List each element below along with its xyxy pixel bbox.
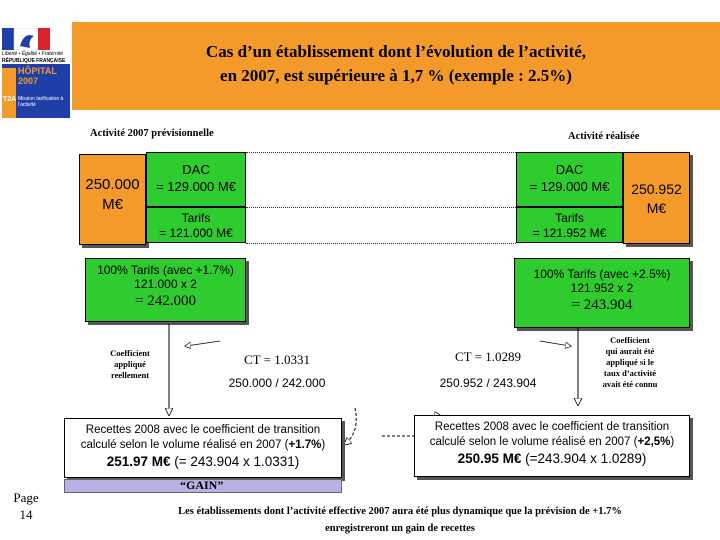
brand-program bbox=[18, 66, 57, 86]
left-ct-value: CT = 1.0331 bbox=[244, 352, 310, 367]
right-recettes-formula: (=243.904 x 1.0289) bbox=[521, 451, 647, 466]
right-tarifs-label: Tarifs bbox=[555, 211, 584, 225]
left-recettes-paren: ) bbox=[321, 439, 326, 451]
brand-republic: RÉPUBLIQUE FRANÇAISE bbox=[2, 58, 66, 64]
page-label: Page bbox=[13, 490, 39, 505]
brand-column bbox=[0, 0, 72, 540]
right-note-line: taux d’activité bbox=[603, 368, 657, 378]
right-recettes-box bbox=[414, 415, 690, 477]
right-tarifs-box bbox=[516, 207, 623, 243]
right-recettes-rate: +2,5% bbox=[637, 436, 671, 448]
left-total-box bbox=[79, 154, 146, 245]
page-title bbox=[72, 40, 720, 88]
right-ct-value: CT = 1.0289 bbox=[455, 349, 521, 364]
left-recettes-amount: 251.97 M€ bbox=[106, 454, 171, 469]
dotted-line-top bbox=[246, 152, 516, 153]
brand-side-text: Mission tarification à l’activité bbox=[18, 96, 64, 108]
left-calc-line-2: 121.000 x 2 bbox=[134, 277, 197, 291]
brand-motto: Liberté • Égalité • Fraternité bbox=[2, 51, 64, 57]
right-section-label: Activité réalisée bbox=[568, 131, 640, 142]
right-note-line: qui aurait été bbox=[605, 346, 655, 356]
left-dac-value: = 129.000 M€ bbox=[156, 179, 236, 194]
left-ct-pointer bbox=[186, 341, 220, 346]
page-number bbox=[4, 489, 48, 523]
right-recettes-amount: 250.95 M€ bbox=[457, 451, 522, 466]
right-calc-result: = 243.904 bbox=[571, 297, 633, 313]
right-recettes-paren: ) bbox=[670, 436, 675, 448]
dotted-line-middle bbox=[246, 207, 516, 208]
left-tarifs-box bbox=[146, 207, 246, 243]
left-recettes-formula: (= 243.904 x 1.0331) bbox=[170, 454, 300, 469]
right-recettes-line-3 bbox=[415, 450, 689, 468]
conclusion-text bbox=[100, 503, 700, 537]
brand-program-line: HÔPITAL bbox=[18, 66, 57, 76]
right-recettes-text: calculé selon le volume réalisé en 2007 ( bbox=[429, 436, 638, 448]
left-calc-box bbox=[85, 258, 246, 322]
right-tarifs-value: = 121.952 M€ bbox=[532, 226, 607, 240]
left-recettes-text: calculé selon le volume réalisé en 2007 ( bbox=[80, 439, 289, 451]
left-note-line: appliqué bbox=[114, 359, 146, 369]
left-recettes-box bbox=[64, 418, 342, 478]
left-recettes-line-2 bbox=[65, 438, 341, 453]
curved-arrow-left bbox=[345, 408, 356, 444]
right-note-line: avait été connu bbox=[602, 379, 658, 389]
right-dac-label: DAC bbox=[555, 162, 584, 177]
conclusion-line-2: enregistreront un gain de recettes bbox=[325, 523, 475, 534]
left-ct-formula: 250.000 / 242.000 bbox=[228, 376, 326, 390]
right-calc-line-1: 100% Tarifs (avec +2.5%) bbox=[533, 267, 671, 281]
right-calc-line-2: 121.952 x 2 bbox=[570, 281, 634, 295]
gain-label: “GAIN” bbox=[180, 478, 224, 492]
left-tarifs-label: Tarifs bbox=[181, 211, 211, 225]
right-dac-box bbox=[516, 152, 623, 207]
left-tarifs-value: = 121.000 M€ bbox=[159, 226, 233, 240]
left-note-line: reellement bbox=[110, 370, 150, 380]
left-dac-box bbox=[146, 152, 246, 207]
left-section-label: Activité 2007 prévisionnelle bbox=[90, 128, 214, 139]
left-recettes-rate: +1.7% bbox=[288, 439, 322, 451]
title-line-1: Cas d’un établissement dont l’évolution de l’activité, bbox=[205, 42, 587, 61]
left-calc-line-1: 100% Tarifs (avec +1.7%) bbox=[97, 263, 234, 277]
left-calc-result: = 242.000 bbox=[135, 293, 196, 309]
title-line-2: en 2007, est supérieure à 1,7 % (exemple : 2.5%) bbox=[220, 66, 572, 85]
conclusion-line-1: Les établissements dont l’activité effective 2007 aura été plus dynamique que la prévision de +1.7% bbox=[178, 506, 622, 517]
brand-side-tag: T2A bbox=[3, 96, 17, 103]
right-recettes-line-1: Recettes 2008 avec le coefficient de transition bbox=[434, 421, 670, 433]
right-dac-value: = 129.000 M€ bbox=[529, 179, 610, 194]
left-coefficient-note bbox=[96, 348, 164, 381]
left-recettes-line-1: Recettes 2008 avec le coefficient de transition bbox=[85, 424, 321, 436]
left-dac-label: DAC bbox=[182, 162, 210, 177]
page-number-value: 14 bbox=[19, 507, 33, 522]
right-ct-formula: 250.952 / 243.904 bbox=[439, 376, 537, 390]
right-total-box bbox=[623, 152, 690, 244]
right-ct-pointer bbox=[540, 341, 570, 346]
left-total-value: 250.000 M€ bbox=[85, 176, 140, 213]
left-recettes-line-3 bbox=[65, 453, 341, 471]
brand-program-year: 2007 bbox=[18, 76, 39, 86]
right-note-line: Coefficient bbox=[610, 335, 650, 345]
right-recettes-line-2 bbox=[415, 435, 689, 450]
right-total-value: 250.952 M€ bbox=[631, 181, 682, 216]
left-note-line: Coefficient bbox=[110, 348, 150, 358]
right-note-line: appliqué si le bbox=[606, 357, 654, 367]
dotted-line-bottom bbox=[246, 243, 516, 244]
